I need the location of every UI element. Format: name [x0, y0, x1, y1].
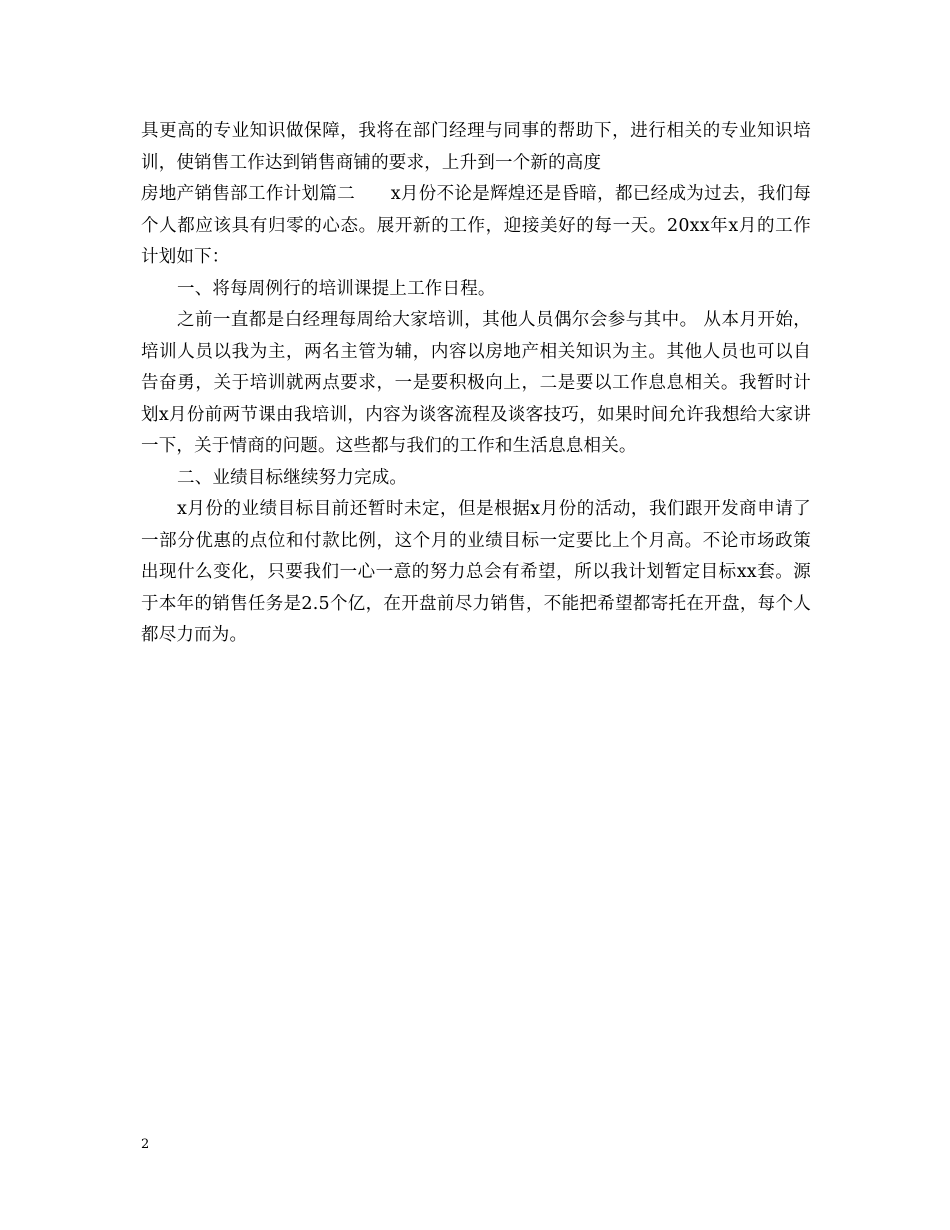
paragraph-section-heading: 房地产销售部工作计划篇二 x月份不论是辉煌还是昏暗，都已经成为过去，我们每个人都应该具有归零的心态。展开新的工作，迎接美好的每一天。20xx年x月的工作计划如下： [141, 184, 811, 267]
document-body [141, 116, 811, 652]
paragraph-item-one-heading: 一、将每周例行的培训课提上工作日程。 [177, 278, 496, 299]
paragraph-continuation: 具更高的专业知识做保障，我将在部门经理与同事的帮助下，进行相关的专业知识培训，使销售工作达到销售商铺的要求，上升到一个新的高度 [141, 121, 811, 173]
paragraph-item-two-body: x月份的业绩目标目前还暂时未定，但是根据x月份的活动，我们跟开发商申请了一部分优惠的点位和付款比例，这个月的业绩目标一定要比上个月高。不论市场政策出现什么变化，只要我们一心一意的努力总会有希望，所以我计划暂定目标xx套。源于本年的销售任务是2.5个亿，在开盘前尽力销售，不能把希望都寄托在开盘，每个人都尽力而为。 [141, 499, 811, 645]
page-number: 2 [141, 1137, 150, 1152]
paragraph-item-one-body: 之前一直都是白经理每周给大家培训，其他人员偶尔会参与其中。 从本月开始，培训人员以我为主，两名主管为辅，内容以房地产相关知识为主。其他人员也可以自告奋勇，关于培训就两点要求，一是要积极向上，二是要以工作息息相关。我暂时计划x月份前两节课由我培训，内容为谈客流程及谈客技巧，如果时间允许我想给大家讲一下，关于情商的问题。这些都与我们的工作和生活息息相关。 [141, 310, 811, 456]
paragraph-item-two-heading: 二、业绩目标继续努力完成。 [177, 467, 408, 488]
